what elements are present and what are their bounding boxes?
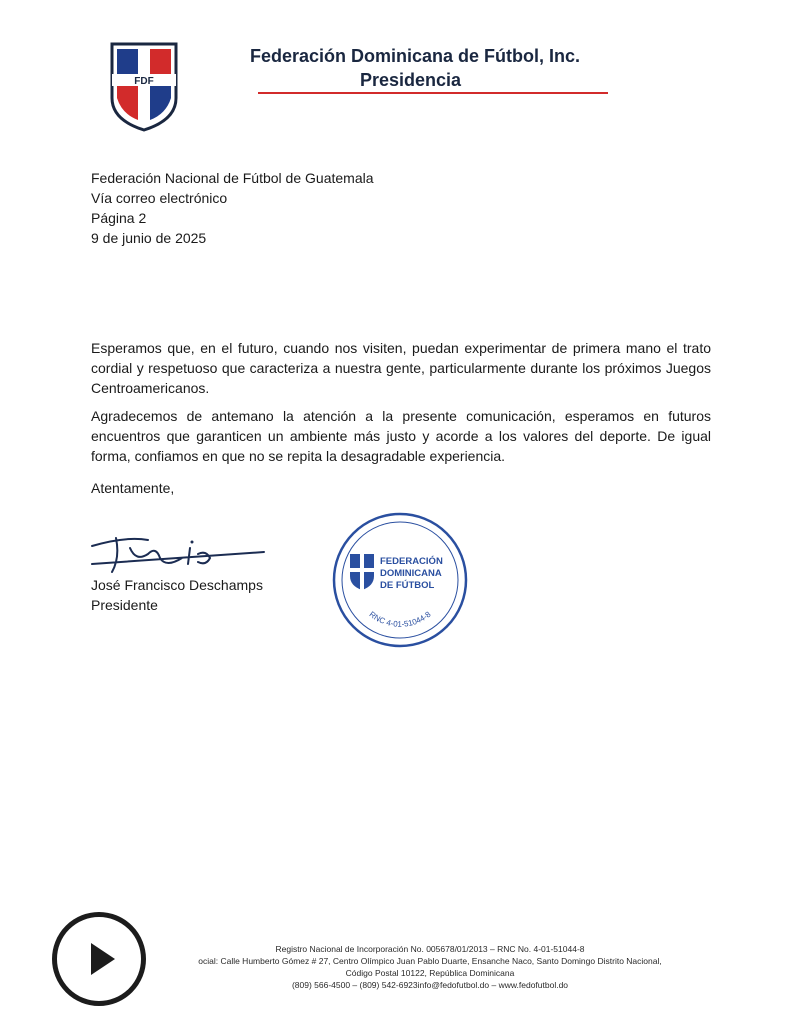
letter-footer: [140, 943, 720, 991]
footer-registration: Registro Nacional de Incorporación No. 005678/01/2013 – RNC No. 4-01-51044-8: [275, 944, 585, 954]
seal-shield-icon: [350, 554, 374, 590]
seal-rnc: RNC 4-01-51044-8: [367, 609, 433, 629]
department-name: Presidencia: [360, 70, 462, 90]
footer-postal: Código Postal 10122, República Dominicana: [345, 968, 515, 978]
seal-line-2: DOMINICANA: [380, 568, 442, 579]
signature-image: [86, 528, 276, 580]
svg-text:RNC 4-01-51044-8: [368, 609, 433, 628]
page-number: Página 2: [91, 210, 147, 226]
body-paragraph-2: Agradecemos de antemano la atención a la presente comunicación, esperamos en futuros encuentros que garanticen un ambiente más justo y acorde a los valores del deporte. De igual forma, confiamos en que no se repita la desagradable experiencia.: [91, 408, 711, 464]
official-seal: [330, 510, 470, 650]
signer-block: [91, 575, 263, 615]
logo-text: FDF: [134, 76, 154, 87]
play-button[interactable]: [52, 912, 146, 1006]
signer-name: José Francisco Deschamps: [91, 577, 263, 593]
closing: Atentamente,: [91, 480, 175, 496]
seal-line-1: FEDERACIÓN: [380, 556, 443, 567]
footer-contact: (809) 566-4500 – (809) 542-6923info@fedofutbol.do – www.fedofutbol.do: [291, 980, 569, 990]
organization-name: Federación Dominicana de Fútbol, Inc.: [250, 46, 581, 66]
body-paragraph-1: Esperamos que, en el futuro, cuando nos visiten, puedan experimentar de primera mano el trato cordial y respetuoso que caracteriza a nuestra gente, particularmente durante los próximos Juegos Centroamericanos.: [91, 340, 711, 396]
recipient-block: [91, 168, 374, 248]
signer-title: Presidente: [91, 597, 158, 613]
seal-line-3: DE FÚTBOL: [380, 580, 435, 591]
footer-address: ocial: Calle Humberto Gómez # 27, Centro Olímpico Juan Pablo Duarte, Ensanche Naco, Santo Domingo Distrito Nacional,: [198, 956, 662, 966]
header-rule: [258, 92, 608, 94]
delivery-method: Vía correo electrónico: [91, 190, 228, 206]
play-icon: [57, 917, 141, 1001]
letter-date: 9 de junio de 2025: [91, 230, 207, 246]
letter-body: [91, 338, 711, 474]
recipient-line: Federación Nacional de Fútbol de Guatemala: [91, 170, 374, 186]
fdf-logo: [108, 40, 180, 132]
